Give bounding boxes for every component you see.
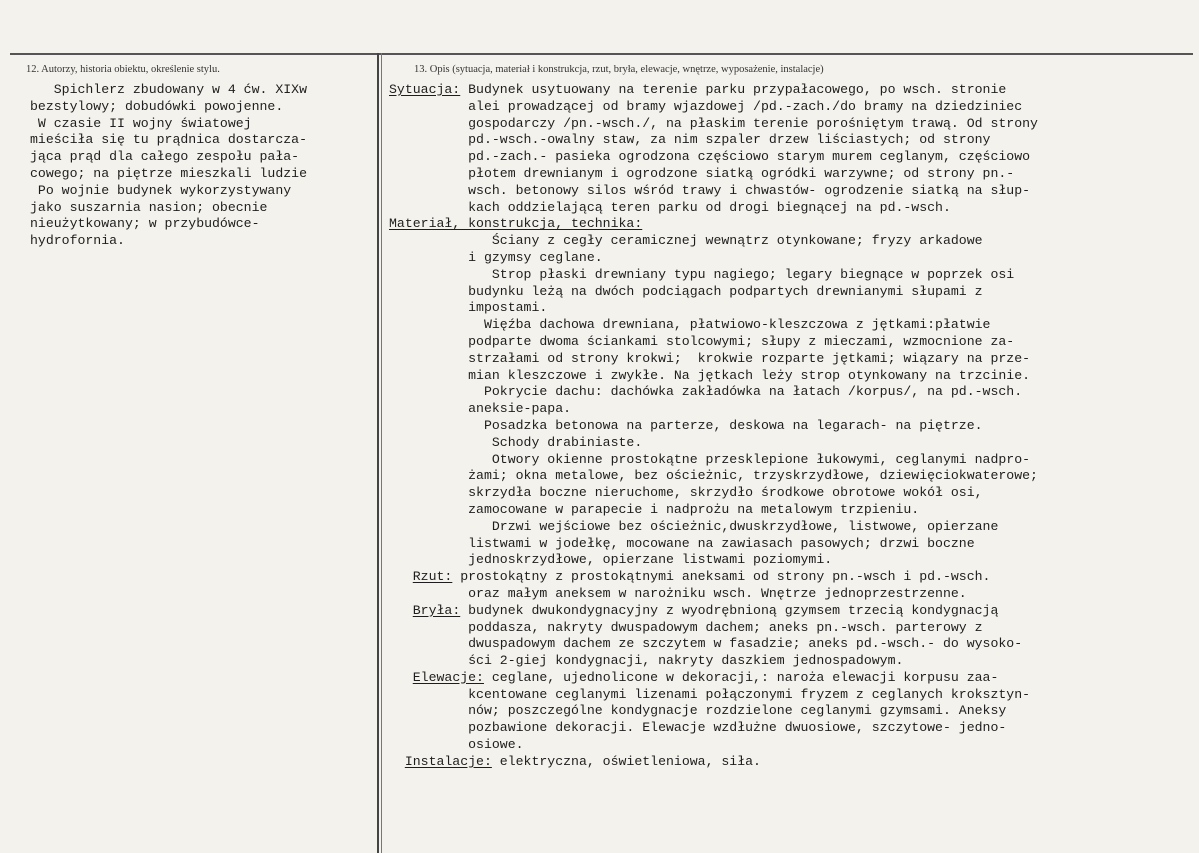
description-text: pd.-wsch.-owalny staw, za nim szpaler drzew liściastych; od strony xyxy=(389,132,991,148)
description-text-line xyxy=(389,754,1197,771)
description-text-line xyxy=(389,317,1197,334)
description-text-line xyxy=(389,384,1197,401)
description-text-line xyxy=(389,653,1197,670)
description-text-line xyxy=(389,418,1197,435)
section-label: Materiał, konstrukcja, technika: xyxy=(389,216,643,232)
section-label: Elewacje: xyxy=(412,669,484,685)
history-text-line: Spichlerz zbudowany w 4 ćw. XIXw xyxy=(30,82,307,97)
description-text-line xyxy=(389,401,1197,418)
description-text: ceglane, ujednolicone w dekoracji,: naroża elewacji korpusu zaa- xyxy=(483,669,999,685)
description-text: jednoskrzydłowe, opierzane listwami poziomymi. xyxy=(389,552,833,568)
history-text-column xyxy=(30,82,375,250)
section-13-heading: 13. Opis (sytuacja, materiał i konstrukcja, rzut, bryła, elewacje, wnętrze, wyposażenie, instalacje) xyxy=(414,64,824,75)
description-text-line xyxy=(389,586,1197,603)
description-text-column xyxy=(389,82,1197,771)
description-text: budynek dwukondygnacyjny z wyodrębnioną gzymsem trzecią kondygnacją xyxy=(460,602,999,618)
description-text: i gzymsy ceglane. xyxy=(389,249,603,265)
description-text-line xyxy=(389,519,1197,536)
section-label: Instalacje: xyxy=(404,753,492,769)
description-text-line xyxy=(389,452,1197,469)
description-text: Drzwi wejściowe bez ościeżnic,dwuskrzydłowe, listwowe, opierzane xyxy=(389,518,999,534)
description-text: osiowe. xyxy=(389,737,524,753)
description-text: elektryczna, oświetleniowa, siła. xyxy=(491,753,761,769)
column-divider xyxy=(377,53,379,853)
description-text: skrzydła boczne nieruchome, skrzydło środkowe obrotowe wokół osi, xyxy=(389,485,983,501)
description-text: budynku leżą na dwóch podciągach podpartych drewnianymi słupami z xyxy=(389,283,983,299)
description-text: aneksie-papa. xyxy=(389,401,572,417)
description-text-line xyxy=(389,200,1197,217)
history-text-line: jako suszarnia nasion; obecnie xyxy=(30,199,268,215)
history-text-line: bezstylowy; dobudówki powojenne. xyxy=(30,98,284,114)
description-text: nów; poszczególne kondygnacje rozdzielone ceglanymi gzymsami. Aneksy xyxy=(389,703,1007,719)
column-divider-secondary xyxy=(381,53,382,853)
description-text-line xyxy=(389,569,1197,586)
description-text-line xyxy=(389,166,1197,183)
description-text-line xyxy=(389,116,1197,133)
section-12-heading: 12. Autorzy, historia obiektu, określenie stylu. xyxy=(26,64,220,75)
description-text: strzałami od strony krokwi; krokwie rozparte jętkami; wiązary na prze- xyxy=(389,350,1031,366)
description-text: prostokątny z prostokątnymi aneksami od strony pn.-wsch i pd.-wsch. xyxy=(452,569,991,585)
description-text: pd.-zach.- pasieka ogrodzona częściowo starym murem ceglanym, częściowo xyxy=(389,149,1031,165)
description-text-line xyxy=(389,216,1197,233)
description-text-line xyxy=(389,636,1197,653)
description-text: wsch. betonowy silos wśród trawy i chwastów- ogrodzenie siatką na słup- xyxy=(389,182,1031,198)
description-text-line xyxy=(389,720,1197,737)
description-text-line xyxy=(389,536,1197,553)
description-text: oraz małym aneksem w narożniku wsch. Wnętrze jednoprzestrzenne. xyxy=(389,585,967,601)
description-text-line xyxy=(389,351,1197,368)
history-text-line: W czasie II wojny światowej xyxy=(30,115,252,131)
description-text: kcentowane ceglanymi lizenami połączonymi fryzem z ceglanych kroksztyn- xyxy=(389,686,1031,702)
description-text-line xyxy=(389,737,1197,754)
description-text-line xyxy=(389,300,1197,317)
description-text-line xyxy=(389,435,1197,452)
description-text: Pokrycie dachu: dachówka zakładówka na łatach /korpus/, na pd.-wsch. xyxy=(389,384,1023,400)
description-text-line xyxy=(389,334,1197,351)
description-text-line xyxy=(389,485,1197,502)
description-text-line xyxy=(389,603,1197,620)
description-text-line xyxy=(389,552,1197,569)
description-text: kach oddzielającą teren parku od drogi biegnącej na pd.-wsch. xyxy=(389,199,951,215)
history-text-line: nieużytkowany; w przybudówce- xyxy=(30,216,260,232)
description-text-line xyxy=(389,670,1197,687)
description-text: Posadzka betonowa na parterze, deskowa na legarach- na piętrze. xyxy=(389,417,983,433)
history-text-line: jąca prąd dla całego zespołu pała- xyxy=(30,149,300,165)
description-text: Otwory okienne prostokątne przesklepione łukowymi, ceglanymi nadpro- xyxy=(389,451,1031,467)
history-text-line: Po wojnie budynek wykorzystywany xyxy=(30,182,292,198)
description-text-line xyxy=(389,502,1197,519)
description-text-line xyxy=(389,620,1197,637)
description-text: Więźba dachowa drewniana, płatwiowo-kleszczowa z jętkami:płatwie xyxy=(389,317,991,333)
section-label: Rzut: xyxy=(412,569,453,585)
description-text-line xyxy=(389,703,1197,720)
description-text-line xyxy=(389,468,1197,485)
description-text: pozbawione dekoracji. Elewacje wzdłużne dwuosiowe, szczytowe- jedno- xyxy=(389,720,1007,736)
description-text-line xyxy=(389,183,1197,200)
description-text-line xyxy=(389,82,1197,99)
description-text-line xyxy=(389,233,1197,250)
history-text-line: cowego; na piętrze mieszkali ludzie xyxy=(30,165,307,181)
description-text-line xyxy=(389,99,1197,116)
description-text-line xyxy=(389,368,1197,385)
description-text: mian kleszczowe i zwykłe. Na jętkach leży strop otynkowany na trzcinie. xyxy=(389,367,1031,383)
description-text: listwami w jodełkę, mocowane na zawiasach pasowych; drzwi boczne xyxy=(389,535,975,551)
description-text: impostami. xyxy=(389,300,548,316)
top-rule xyxy=(10,53,1193,55)
description-text: Ściany z cegły ceramicznej wewnątrz otynkowane; fryzy arkadowe xyxy=(389,233,983,249)
description-text: alei prowadzącej od bramy wjazdowej /pd.-zach./do bramy na dziedziniec xyxy=(389,98,1023,114)
description-text-line xyxy=(389,267,1197,284)
description-text: poddasza, nakryty dwuspadowym dachem; aneks pn.-wsch. parterowy z xyxy=(389,619,983,635)
description-text: podparte dwoma ściankami stolcowymi; słupy z mieczami, wzmocnione za- xyxy=(389,333,1015,349)
description-text: Strop płaski drewniany typu nagiego; legary biegnące w poprzek osi xyxy=(389,266,1015,282)
history-text-line: hydrofornia. xyxy=(30,233,125,249)
description-text: zamocowane w parapecie i nadprożu na metalowym trzpieniu. xyxy=(389,501,920,517)
section-label: Sytuacja: xyxy=(389,82,461,97)
description-text: Schody drabiniaste. xyxy=(389,434,643,450)
description-text: ści 2-giej kondygnacji, nakryty daszkiem jednospadowym. xyxy=(389,653,904,669)
section-label: Bryła: xyxy=(412,602,461,618)
description-text-line xyxy=(389,687,1197,704)
description-text: Budynek usytuowany na terenie parku przypałacowego, po wsch. stronie xyxy=(460,82,1007,97)
history-text-line: mieściła się tu prądnica dostarcza- xyxy=(30,132,307,148)
description-text-line xyxy=(389,250,1197,267)
description-text-line xyxy=(389,284,1197,301)
description-text: dwuspadowym dachem ze szczytem w fasadzie; aneks pd.-wsch.- do wysoko- xyxy=(389,636,1023,652)
description-text-line xyxy=(389,132,1197,149)
description-text: gospodarczy /pn.-wsch./, na płaskim terenie porośniętym trawą. Od strony xyxy=(389,115,1038,131)
description-text-line xyxy=(389,149,1197,166)
description-text: żami; okna metalowe, bez ościeżnic, trzyskrzydłowe, dziewięciokwaterowe; xyxy=(389,468,1038,484)
description-text: płotem drewnianym i ogrodzone siatką ogródki warzywne; od strony pn.- xyxy=(389,165,1015,181)
